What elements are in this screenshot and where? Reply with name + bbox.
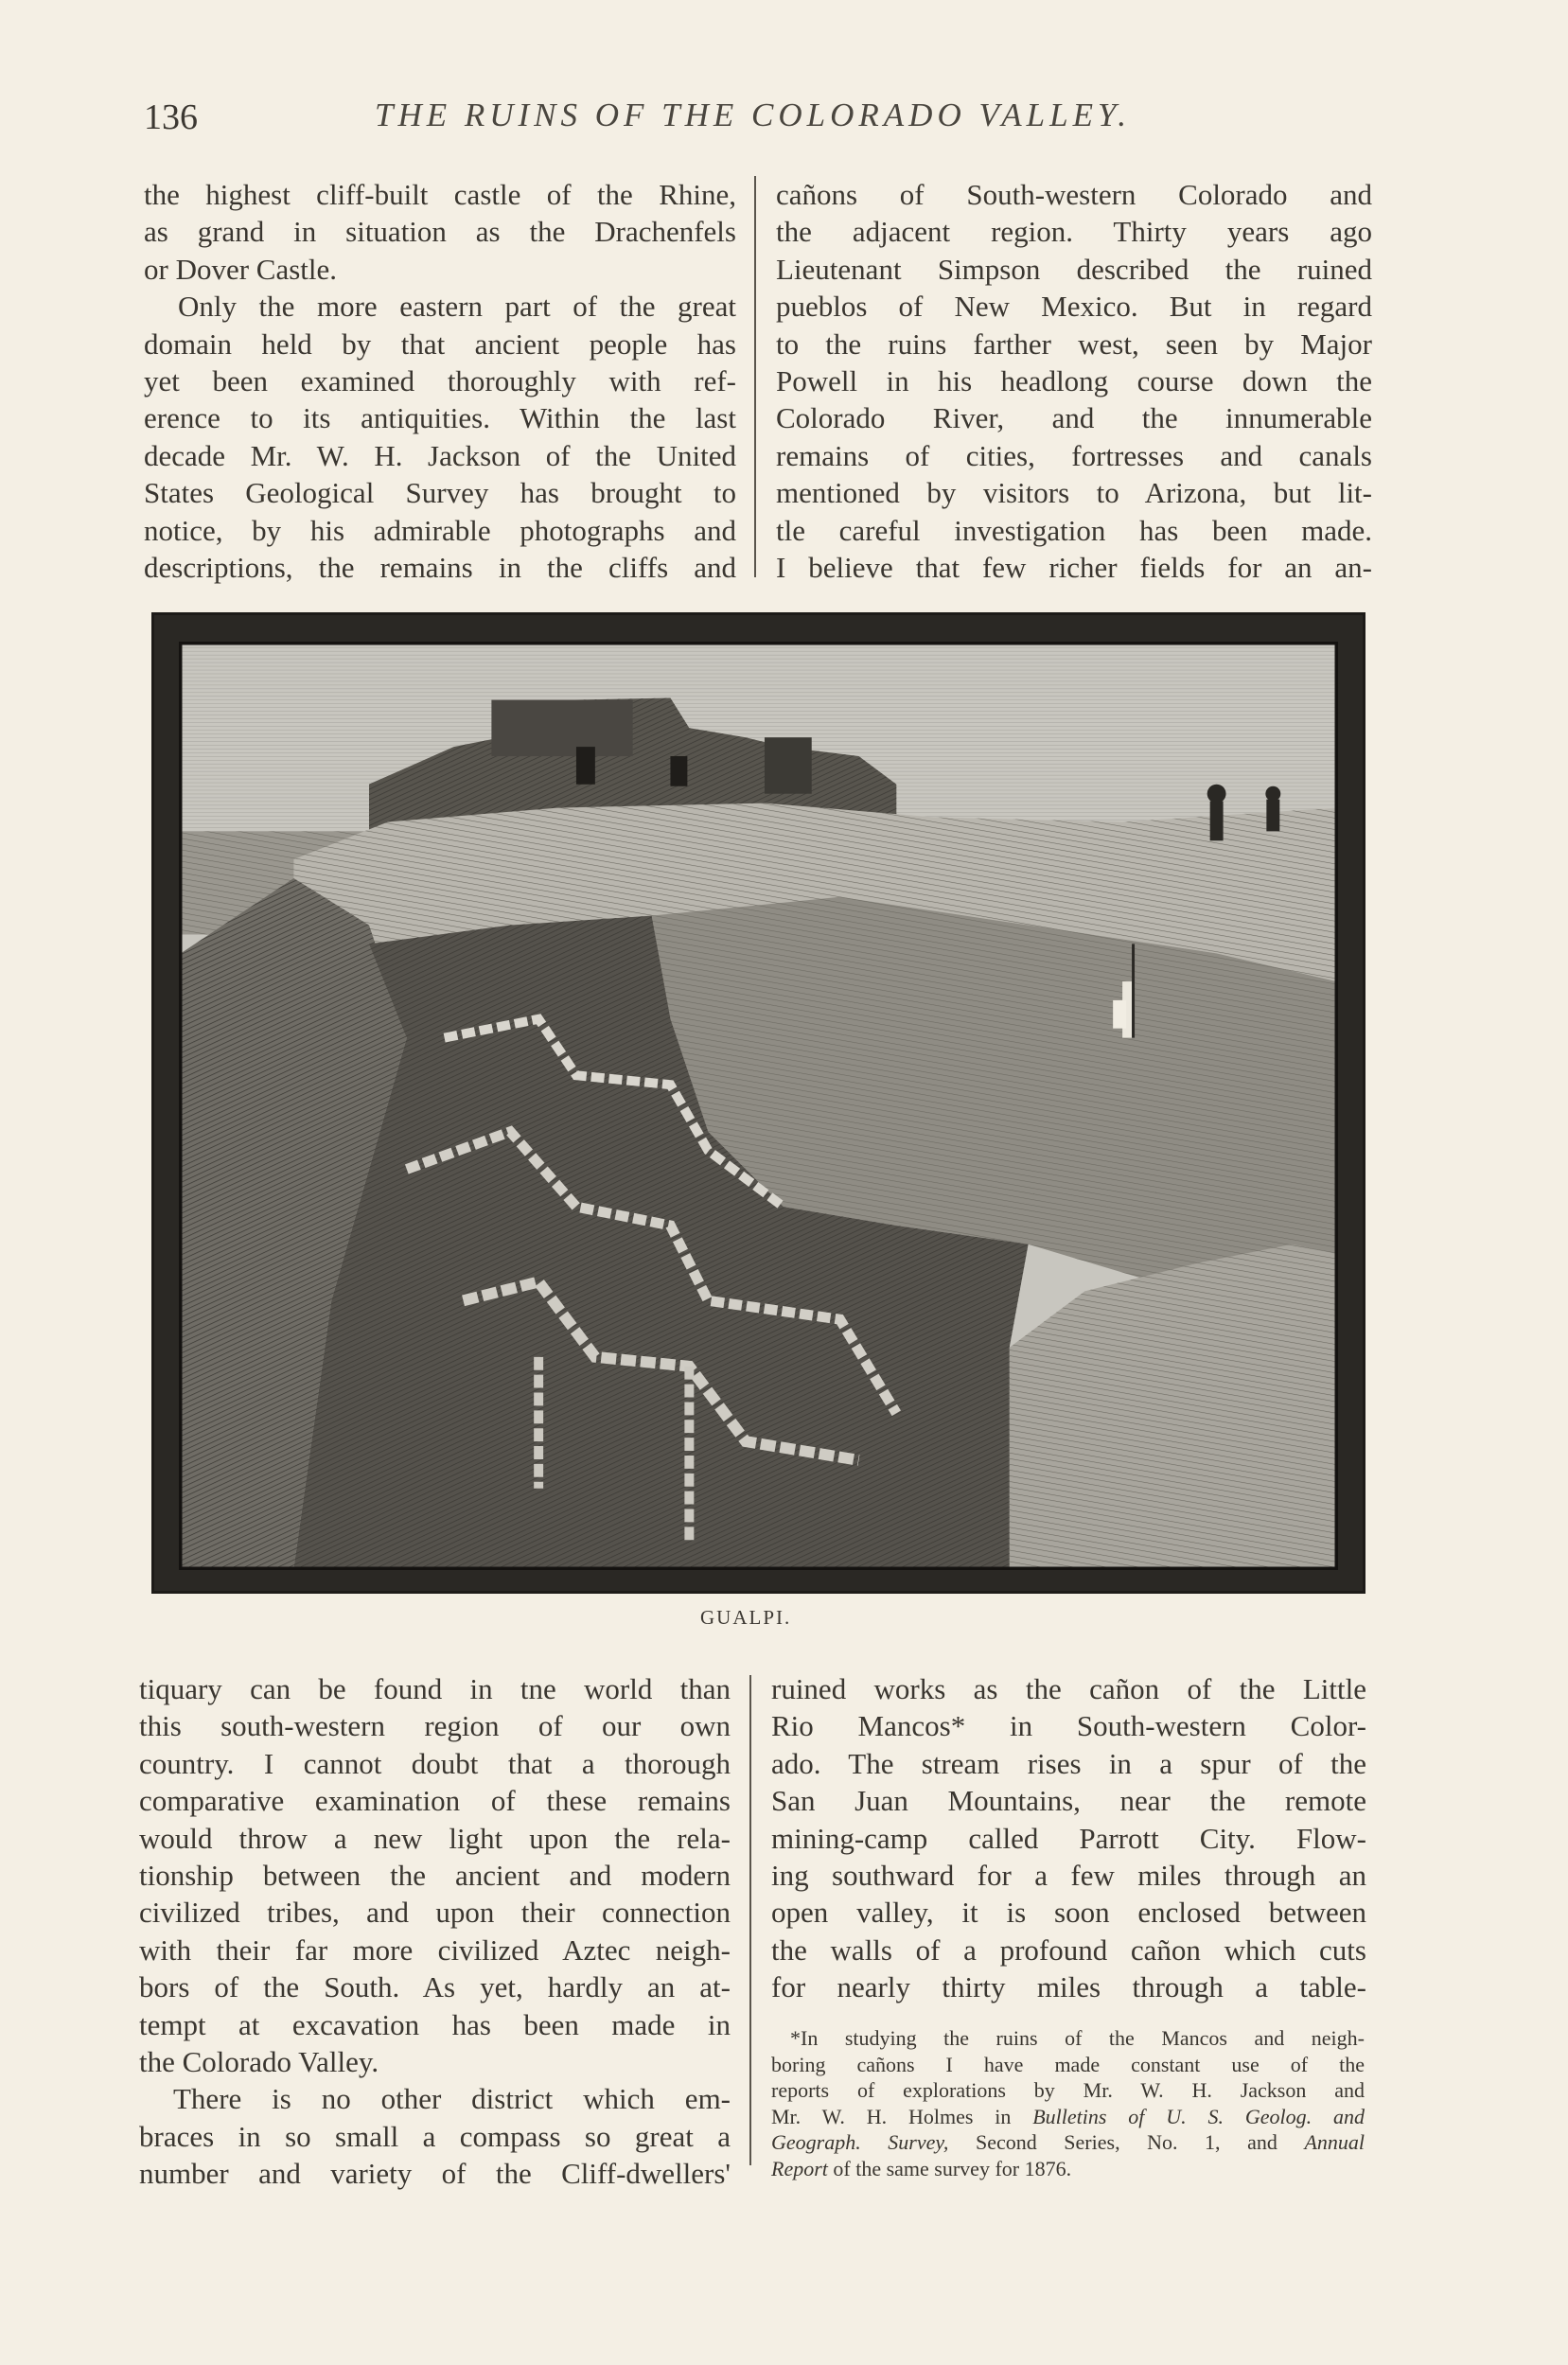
text-line: Only the more eastern part of the great — [178, 290, 736, 324]
footnote-line — [771, 2129, 1365, 2156]
figure-caption: GUALPI. — [700, 1606, 792, 1629]
text-line: number and variety of the Cliff-dwellers' — [139, 2157, 731, 2191]
text-line: open valley, it is soon enclosed between — [771, 1896, 1366, 1930]
footnote-line: reports of explorations by Mr. W. H. Jackson and — [771, 2078, 1365, 2102]
page-header — [144, 97, 1365, 144]
text-column-top-left — [144, 176, 736, 586]
text-line: to the ruins farther west, seen by Major — [776, 327, 1372, 361]
text-line: tempt at excavation has been made in — [139, 2007, 731, 2041]
text-line: I believe that few richer fields for an an- — [776, 551, 1372, 585]
text-line: ado. The stream rises in a spur of the — [771, 1746, 1366, 1780]
footnote-text: Mr. W. H. Holmes in — [771, 2104, 1033, 2128]
text-line: There is no other district which em- — [173, 2082, 731, 2116]
text-line: mining-camp called Parrott City. Flow- — [771, 1821, 1366, 1855]
text-line: the Colorado Valley. — [139, 2045, 379, 2079]
text-line: ruined works as the cañon of the Little — [771, 1672, 1366, 1705]
footnote-line: boring cañons I have made constant use of the — [771, 2052, 1365, 2076]
text-line: remains of cities, fortresses and canals — [776, 438, 1372, 472]
text-line: or Dover Castle. — [144, 252, 338, 286]
text-line: the walls of a profound cañon which cuts — [771, 1933, 1366, 1967]
text-line: decade Mr. W. H. Jackson of the United — [144, 438, 736, 472]
text-column-bottom-right — [771, 1670, 1366, 2006]
footnote — [771, 2025, 1365, 2181]
text-line: for nearly thirty miles through a table- — [771, 1970, 1366, 2004]
text-line: notice, by his admirable photographs and — [144, 513, 736, 547]
text-line: the highest cliff-built castle of the Rhine, — [144, 178, 736, 211]
text-line: San Juan Mountains, near the remote — [771, 1784, 1366, 1818]
page-number: 136 — [144, 97, 198, 137]
footnote-line — [771, 2156, 1365, 2182]
footnote-italic: Geograph. Survey, — [771, 2130, 949, 2154]
footnote-italic: Annual — [1304, 2130, 1365, 2154]
text-line: yet been examined thoroughly with ref- — [144, 364, 736, 398]
text-line: States Geological Survey has brought to — [144, 476, 736, 510]
text-line: tle careful investigation has been made. — [776, 513, 1372, 547]
text-line: erence to its antiquities. Within the last — [144, 401, 736, 435]
footnote-text: of the same survey for 1876. — [827, 2156, 1072, 2180]
text-column-bottom-left — [139, 1670, 731, 2193]
footnote-italic: Report — [771, 2156, 828, 2180]
text-line: with their far more civilized Aztec neigh- — [139, 1933, 731, 1967]
text-line: the adjacent region. Thirty years ago — [776, 215, 1372, 249]
text-line: tionship between the ancient and modern — [139, 1859, 731, 1893]
engraving-image — [179, 642, 1338, 1570]
footnote-italic: Bulletins of U. S. Geolog. and — [1032, 2104, 1365, 2128]
text-line: domain held by that ancient people has — [144, 327, 736, 361]
text-line: civilized tribes, and upon their connection — [139, 1896, 731, 1930]
text-line: Powell in his headlong course down the — [776, 364, 1372, 398]
text-line: Colorado River, and the innumerable — [776, 401, 1372, 435]
text-line: country. I cannot doubt that a thorough — [139, 1746, 731, 1780]
text-line: bors of the South. As yet, hardly an at- — [139, 1970, 731, 2004]
text-line: cañons of South-western Colorado and — [776, 178, 1372, 211]
column-divider — [754, 176, 756, 577]
text-line: would throw a new light upon the rela- — [139, 1821, 731, 1855]
text-line: braces in so small a compass so great a — [139, 2119, 731, 2153]
text-line: Lieutenant Simpson described the ruined — [776, 252, 1372, 286]
running-title: THE RUINS OF THE COLORADO VALLEY. — [375, 97, 1131, 133]
text-column-top-right — [776, 176, 1372, 586]
column-divider — [749, 1675, 751, 2165]
text-line: Rio Mancos* in South-western Color- — [771, 1709, 1366, 1743]
footnote-line — [771, 2104, 1365, 2130]
text-line: as grand in situation as the Drachenfels — [144, 215, 736, 249]
text-line: tiquary can be found in tne world than — [139, 1672, 731, 1705]
text-line: ing southward for a few miles through an — [771, 1859, 1366, 1893]
text-line: comparative examination of these remains — [139, 1784, 731, 1818]
text-line: this south-western region of our own — [139, 1709, 731, 1743]
text-line: mentioned by visitors to Arizona, but lit- — [776, 476, 1372, 510]
engraving-figure — [151, 612, 1365, 1594]
text-line: descriptions, the remains in the cliffs and — [144, 551, 736, 585]
footnote-line: *In studying the ruins of the Mancos and neigh- — [790, 2026, 1365, 2050]
text-line: pueblos of New Mexico. But in regard — [776, 290, 1372, 324]
cliff-ruins-illustration — [181, 644, 1336, 1568]
footnote-text: Second Series, No. 1, and — [948, 2130, 1305, 2154]
